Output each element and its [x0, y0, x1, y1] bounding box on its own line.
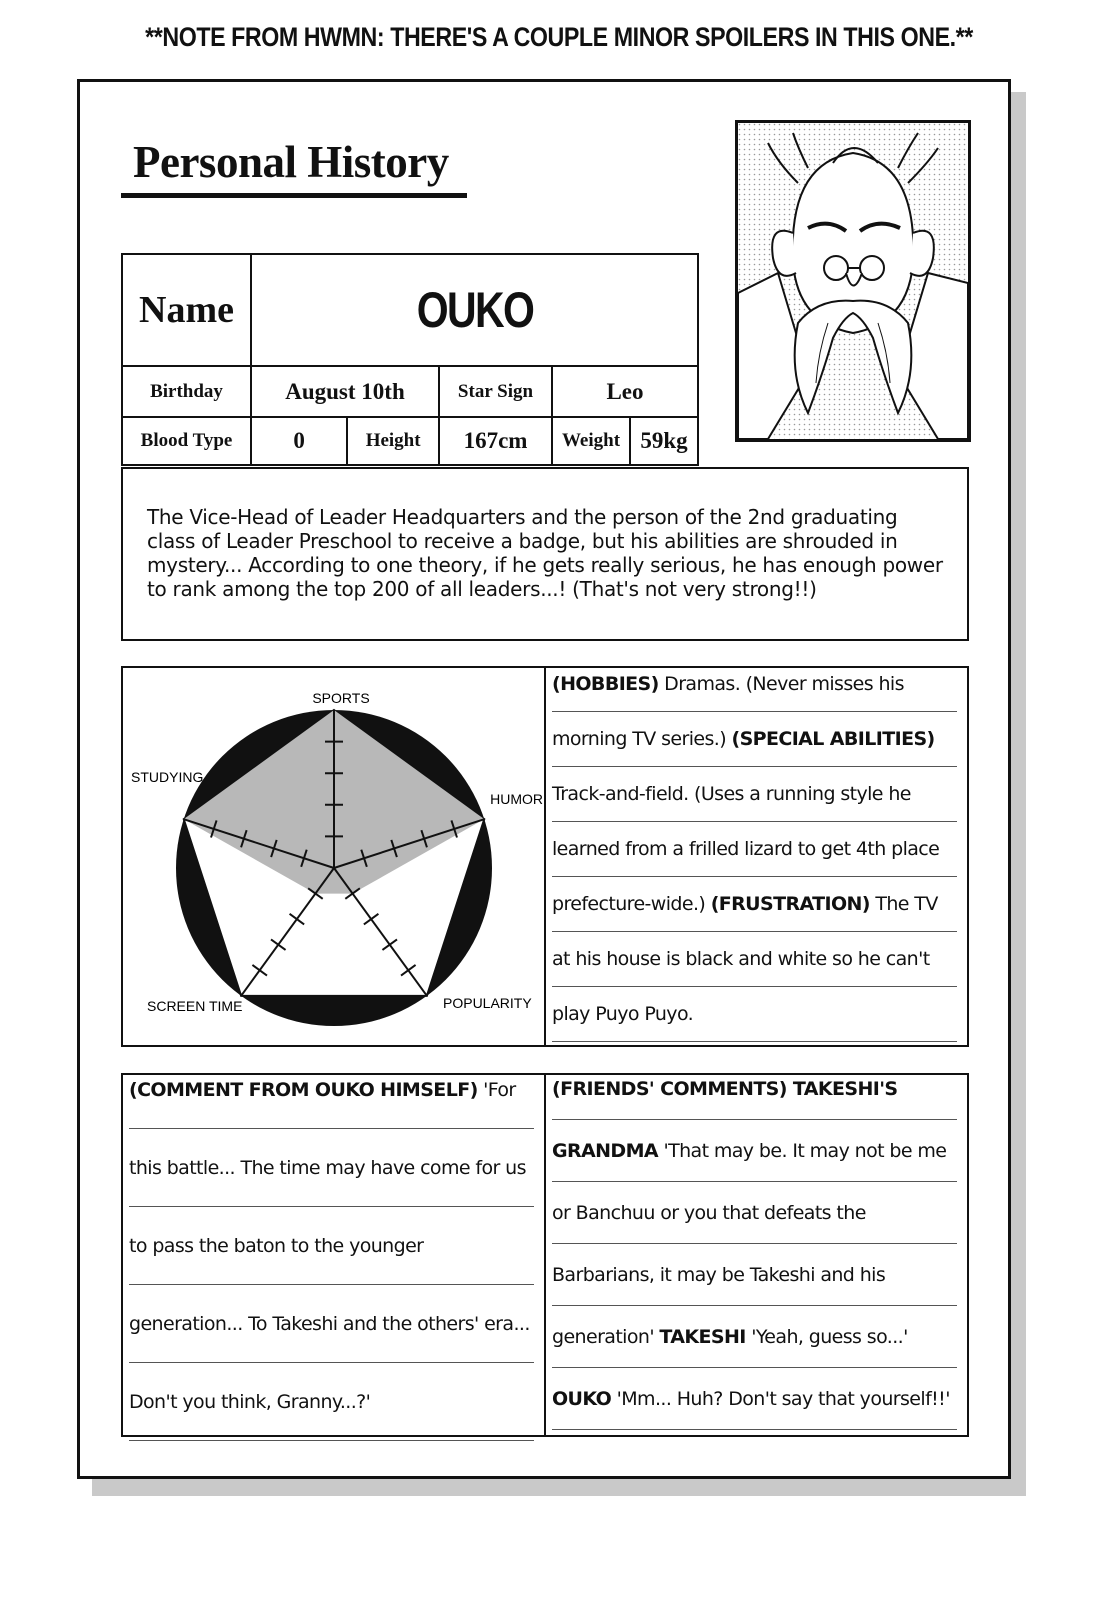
- radar-chart: [123, 668, 544, 1045]
- blood-type-label: Blood Type: [122, 417, 251, 465]
- radar-axis-label: HUMOR: [490, 791, 543, 807]
- radar-axis-label: POPULARITY: [443, 995, 532, 1011]
- self-comment-box: [121, 1073, 546, 1437]
- profile-table: [121, 253, 699, 466]
- name-value: OUKO: [251, 254, 698, 366]
- height-label: Height: [347, 417, 439, 465]
- radar-axis-label: SCREEN TIME: [147, 998, 243, 1014]
- friends-comment-box: [544, 1073, 969, 1437]
- radar-axis-label: STUDYING: [131, 769, 204, 785]
- birthday-label: Birthday: [122, 366, 251, 417]
- hobbies-box: [544, 666, 969, 1047]
- description-text: The Vice-Head of Leader Headquarters and the person of the 2nd graduating class of Leader Preschool to receive a badge, but his abilities are shrouded in mystery... According to one theory, if he gets really serious, he has enough power to rank among the top 200 of all leaders...! (That's not very strong!!): [147, 505, 943, 601]
- description-box: [121, 467, 969, 641]
- radar-chart-box: [121, 666, 546, 1047]
- blood-type-value: 0: [251, 417, 347, 465]
- height-value: 167cm: [439, 417, 552, 465]
- name-label: Name: [122, 254, 251, 366]
- title-underline: [121, 193, 467, 198]
- weight-label: Weight: [552, 417, 630, 465]
- character-portrait: [735, 120, 971, 442]
- star-sign-label: Star Sign: [439, 366, 552, 417]
- star-sign-value: Leo: [552, 366, 698, 417]
- old-man-portrait-icon: [738, 123, 968, 439]
- weight-value: 59kg: [630, 417, 698, 465]
- birthday-value: August 10th: [251, 366, 439, 417]
- friends-comment-text: (FRIENDS' COMMENTS) TAKESHI'S GRANDMA 'That may be. It may not be me or Banchuu or you that defeats the Barbarians, it may be Takeshi and his generation' TAKESHI 'Yeah, guess so...' OUKO 'Mm... Huh? Don't say that yourself!!': [552, 1058, 957, 1430]
- spoiler-note: **NOTE FROM HWMN: THERE'S A COUPLE MINOR SPOILERS IN THIS ONE.**: [145, 22, 973, 52]
- radar-axis-label: SPORTS: [312, 690, 370, 706]
- hobbies-text: (HOBBIES) Dramas. (Never misses his morning TV series.) (SPECIAL ABILITIES) Track-and-field. (Uses a running style he learned from a frilled lizard to get 4th place prefecture-wide.) (FRUSTRATION) The TV at his house is black and white so he can't play Puyo Puyo.: [552, 657, 957, 1042]
- self-comment-text: (COMMENT FROM OUKO HIMSELF) 'For this battle... The time may have come for us to pass the baton to the younger generation... To Takeshi and the others' era... Don't you think, Granny...?': [129, 1051, 534, 1441]
- page-title: Personal History: [133, 137, 449, 187]
